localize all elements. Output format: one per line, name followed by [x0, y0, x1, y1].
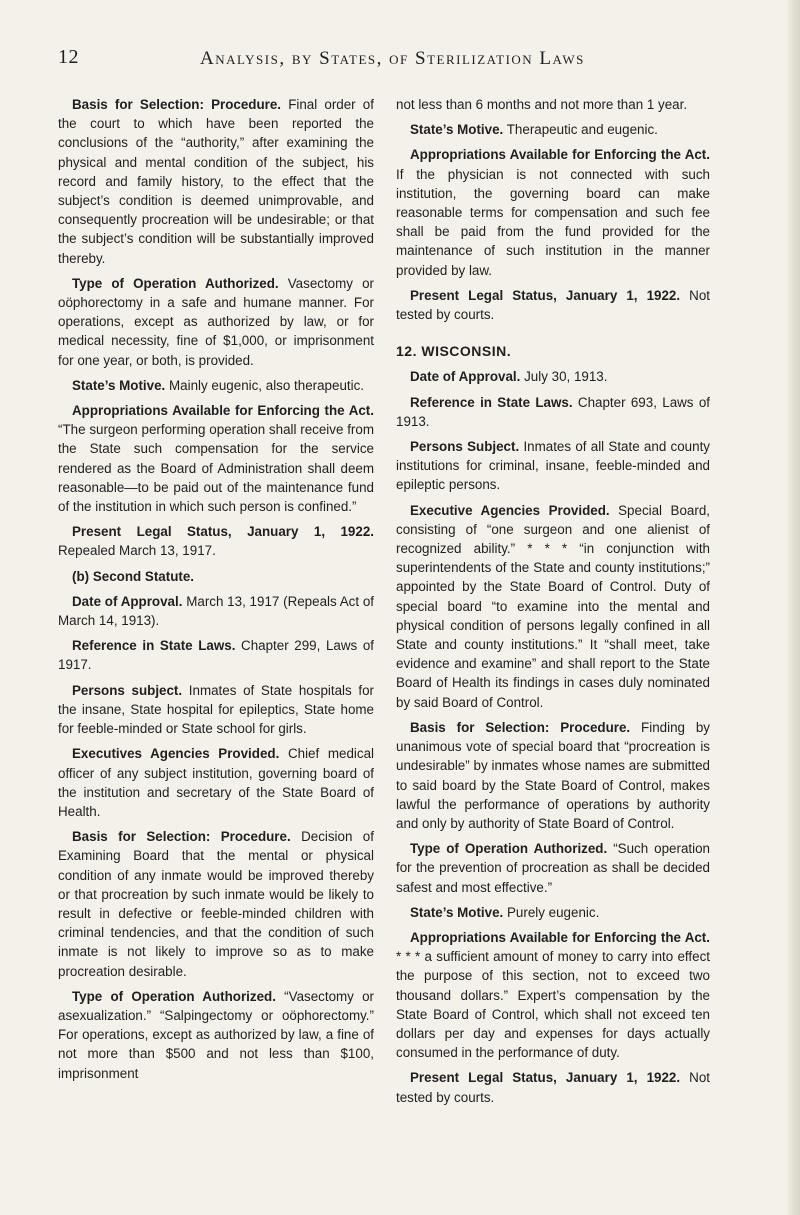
paragraph-text: Not tested by courts.: [396, 287, 710, 323]
paragraph: [396, 718, 710, 833]
paragraph-text: Therapeutic and eugenic.: [503, 122, 658, 138]
paragraph-lead: Persons Subject.: [410, 439, 520, 455]
paragraph-lead: Present Legal Status, January 1, 1922.: [72, 524, 374, 540]
left-column: [58, 95, 374, 1089]
paragraph-lead: State’s Motive.: [72, 377, 166, 393]
paragraph-lead: Reference in State Laws.: [410, 394, 573, 410]
paragraph-text: July 30, 1913.: [520, 369, 608, 385]
paragraph-lead: Present Legal Status, January 1, 1922.: [410, 1070, 681, 1086]
paragraph-lead: Date of Approval.: [410, 369, 521, 385]
paragraph-text: Chapter 693, Laws of 1913.: [396, 394, 710, 429]
paragraph: [396, 393, 710, 431]
paragraph: [58, 681, 374, 739]
paragraph-text: (b) Second Statute.: [72, 568, 195, 584]
paragraph-text: Chapter 299, Laws of 1917.: [58, 638, 374, 673]
paragraph-text: Repealed March 13, 1917.: [58, 543, 216, 559]
paragraph: [396, 903, 710, 922]
paragraph-lead: Appropriations Available for Enforcing the Act.: [410, 929, 710, 945]
paragraph-text: If the physician is not connected with such institution, the governing board can make reasonable terms for compensation and such fee shall be paid from the fund provided for the maintenance of such institution in the manner provided by law.: [396, 166, 710, 278]
paragraph: [58, 274, 374, 370]
paragraph-text: Finding by unanimous vote of special board that “procreation is undesirable” by inmates whose names are submitted to said board by the State Board of Control, makes lawful the performance of operations by authority and only by authority of State Board of Control.: [396, 719, 710, 831]
paragraph: [396, 145, 710, 279]
paragraph: [396, 367, 710, 386]
paragraph-text: Not tested by courts.: [396, 1070, 710, 1105]
paragraph-text: Vasectomy or oöphorectomy in a safe and humane manner. For operations, except as authorized by law, or for medical necessity, fine of $1,000, or imprisonment for one year, or both, is provided.: [58, 275, 374, 368]
paragraph: [396, 1068, 710, 1106]
paragraph-text: Special Board, consisting of “one surgeon and one alienist of recognized ability.” * * * “in conjunction with superintendents of the State and county institutions;” appointed by the State Board of Control. Duty of special board “to examine into the mental and physical condition of persons legally confined in all State and county institutions.” It “shall meet, take evidence and examine” and shall report to the State Board of Health its findings in cases duly nominated by said Board of Control.: [396, 502, 710, 710]
page-edge: [788, 0, 800, 1215]
paragraph: [396, 501, 710, 712]
paragraph: [396, 95, 710, 114]
paragraph-lead: Basis for Selection: Procedure.: [410, 719, 631, 735]
paragraph-text: Purely eugenic.: [503, 904, 600, 920]
paragraph-lead: Type of Operation Authorized.: [410, 841, 608, 857]
paragraph: [58, 744, 374, 821]
paragraph-lead: Persons subject.: [72, 682, 183, 698]
paragraph-text: March 13, 1917 (Repeals Act of March 14, 1913).: [58, 593, 374, 629]
paragraph-text: “The surgeon performing operation shall receive from the State such compensation for the service rendered as the Board of Administration shall deem reasonable—to be paid out of the maintenance fund of the institution in which such person is confined.”: [58, 422, 374, 515]
page-number: 12: [58, 46, 79, 68]
section-heading: 12. WISCONSIN.: [396, 343, 512, 360]
paragraph: [58, 95, 374, 268]
paragraph: [58, 522, 374, 560]
paragraph-lead: State’s Motive.: [410, 122, 504, 138]
paragraph-lead: Present Legal Status, January 1, 1922.: [410, 287, 681, 303]
paragraph-text: Inmates of all State and county institutions for criminal, insane, feeble-minded and epileptic persons.: [396, 439, 710, 493]
paragraph-lead: Executives Agencies Provided.: [72, 746, 280, 762]
paragraph-text: “Vasectomy or asexualization.” “Salpingectomy or oöphorectomy.” For operations, except as authorized by law, a fine of not more than $500 and not less than $100, imprisonment: [58, 988, 374, 1081]
paragraph-lead: Reference in State Laws.: [72, 638, 236, 654]
paragraph: [58, 567, 374, 586]
right-column: [396, 95, 710, 1113]
paragraph-lead: State’s Motive.: [410, 904, 504, 920]
paragraph-text: not less than 6 months and not more than 1 year.: [396, 97, 688, 112]
paragraph-lead: Basis for Selection: Procedure.: [72, 829, 291, 845]
paragraph-text: * * * a sufficient amount of money to carry into effect the purpose of this section, not to exceed two thousand dollars.” Expert’s compensation by the State Board of Control, which shall not exceed ten dollars per day and expenses for days actually consumed in the performance of duty.: [396, 949, 710, 1061]
paragraph-lead: Type of Operation Authorized.: [72, 275, 279, 291]
paragraph: [58, 592, 374, 630]
paragraph: [396, 286, 710, 324]
paragraph-text: Final order of the court to which have been reported the conclusions of the “authority,” after examining the physical and mental condition of the subject, his record and family history, to the effect that the subject’s condition is deemed unimprovable, and consequently procreation will be undesirable; or that the subject’s condition will be substantially improved thereby.: [58, 97, 374, 266]
paragraph: [396, 839, 710, 897]
paragraph-text: Chief medical officer of any subject institution, governing board of the institution and secretary of the State Board of Health.: [58, 746, 374, 819]
paragraph: [58, 401, 374, 516]
paragraph: [58, 827, 374, 981]
paragraph-lead: Date of Approval.: [72, 593, 183, 609]
paragraph-lead: Executive Agencies Provided.: [410, 502, 610, 518]
paragraph-lead: Type of Operation Authorized.: [72, 988, 276, 1004]
paragraph-text: Inmates of State hospitals for the insane, State hospital for epileptics, State home for feeble-minded or State school for girls.: [58, 682, 374, 737]
paragraph-lead: Basis for Selection: Procedure.: [72, 97, 282, 112]
paragraph-lead: Appropriations Available for Enforcing the Act.: [410, 147, 710, 163]
paragraph-lead: Appropriations Available for Enforcing the Act.: [72, 403, 374, 419]
paragraph-text: Mainly eugenic, also therapeutic.: [165, 377, 365, 393]
paragraph: [58, 636, 374, 674]
running-head: Analysis, by States, of Sterilization Laws: [200, 48, 585, 69]
paragraph: [396, 928, 710, 1062]
paragraph: [396, 120, 710, 139]
paragraph-text: Decision of Examining Board that the mental or physical condition of any inmate would be improved thereby or that procreation by such inmate would be likely to result in defective or feeble-minded children with criminal tendencies, and that the condition of such inmate is not likely to improve so as to make procreation desirable.: [58, 829, 374, 979]
paragraph: [58, 376, 374, 395]
paragraph-text: “Such operation for the prevention of procreation as shall be decided safest and most effective.”: [396, 841, 710, 895]
paragraph: [58, 987, 374, 1083]
paragraph: [396, 437, 710, 495]
